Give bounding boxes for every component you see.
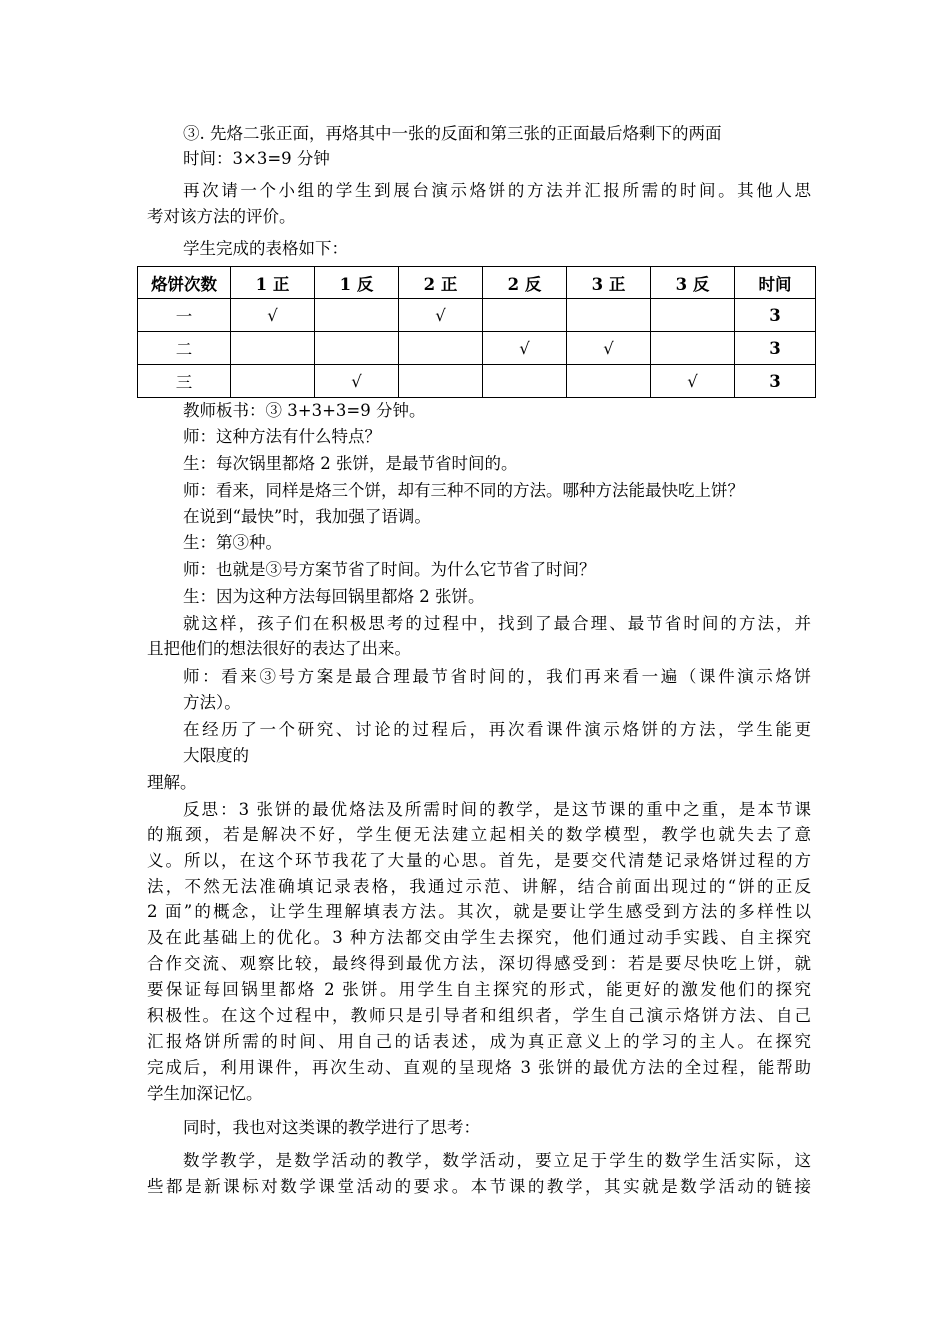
check-cell: [651, 332, 735, 365]
teacher-board: 教师板书：③ 3+3+3=9 分钟。: [183, 401, 426, 420]
row-label: 三: [138, 365, 231, 398]
header-cell: 3 正: [567, 267, 651, 299]
reflection-line: 完成后，利用课件，再次生动、直观的呈现烙 3 张饼的最优方法的全过程，能帮助: [147, 1058, 811, 1077]
table-row: [138, 365, 816, 398]
table-header-row: [138, 267, 816, 299]
check-cell: [231, 365, 315, 398]
thinking-line-1: 数学教学，是数学活动的教学，数学活动，要立足于学生的数学生活实际，这: [183, 1151, 811, 1170]
header-cell: 时间: [735, 267, 816, 299]
check-cell: √: [231, 299, 315, 332]
row-label: 一: [138, 299, 231, 332]
reflection-line: 合作交流、观察比较，最终得到最优方法，深切得感受到：若是要尽快吃上饼，就: [147, 954, 811, 973]
table-row: [138, 299, 816, 332]
thinking-line-2: 些都是新课标对数学课堂活动的要求。本节课的教学，其实就是数学活动的链接: [147, 1177, 811, 1196]
reflection-line: 法，不然无法准确填记录表格，我通过示范、讲解，结合前面出现过的“饼的正反: [147, 877, 811, 896]
summary-line-2: 且把他们的想法很好的表达了出来。: [147, 639, 411, 658]
check-cell: [483, 365, 567, 398]
after-line-3: 理解。: [147, 773, 197, 792]
method-3-time: 时间：3×3=9 分钟: [183, 149, 330, 168]
check-cell: [651, 299, 735, 332]
summary-line-1: 就这样，孩子们在积极思考的过程中，找到了最合理、最节省时间的方法，并: [183, 614, 811, 633]
header-cell: 1 反: [315, 267, 399, 299]
header-cell: 1 正: [231, 267, 315, 299]
table-row: [138, 332, 816, 365]
check-cell: [483, 299, 567, 332]
reflection-line: 反思：3 张饼的最优烙法及所需时间的教学，是这节课的重中之重，是本节课: [183, 800, 811, 819]
reflection-line: 积极性。在这个过程中，教师只是引导者和组织者，学生自己演示烙饼方法、自己: [147, 1006, 811, 1025]
tone-note: 在说到“最快”时，我加强了语调。: [183, 507, 431, 526]
check-cell: [567, 365, 651, 398]
thinking-intro: 同时，我也对这类课的教学进行了思考：: [183, 1118, 480, 1137]
row-label: 二: [138, 332, 231, 365]
time-cell: 3: [735, 332, 816, 365]
check-cell: √: [651, 365, 735, 398]
table-intro: 学生完成的表格如下：: [183, 239, 348, 258]
time-cell: 3: [735, 365, 816, 398]
header-cell: 3 反: [651, 267, 735, 299]
reflection-line: 的瓶颈，若是解决不好，学生便无法建立起相关的数学模型，教学也就失去了意: [147, 825, 811, 844]
teacher-question-1: 师：这种方法有什么特点？: [183, 427, 381, 446]
after-line-2: 大限度的: [183, 746, 249, 765]
check-cell: [399, 365, 483, 398]
check-cell: √: [315, 365, 399, 398]
method-3-description: ③. 先烙二张正面，再烙其中一张的反面和第三张的正面最后烙剩下的两面: [183, 124, 722, 143]
check-cell: [231, 332, 315, 365]
time-cell: 3: [735, 299, 816, 332]
header-cell: 烙饼次数: [138, 267, 231, 299]
student-answer-2: 生：第③种。: [183, 533, 282, 552]
invite-line-1: 再次请一个小组的学生到展台演示烙饼的方法并汇报所需的时间。其他人思: [183, 181, 811, 200]
demo-line-2: 方法）。: [183, 693, 241, 712]
header-cell: 2 正: [399, 267, 483, 299]
reflection-line: 要保证每回锅里都烙 2 张饼。用学生自主探究的形式，能更好的激发他们的探究: [147, 980, 811, 999]
check-cell: [399, 332, 483, 365]
check-cell: [567, 299, 651, 332]
pancake-table: [137, 266, 816, 398]
after-line-1: 在经历了一个研究、讨论的过程后，再次看课件演示烙饼的方法，学生能更: [183, 720, 811, 739]
reflection-line: 汇报烙饼所需的时间、用自己的话表述，成为真正意义上的学习的主人。在探究: [147, 1032, 811, 1051]
check-cell: [315, 332, 399, 365]
check-cell: √: [567, 332, 651, 365]
invite-line-2: 考对该方法的评价。: [147, 207, 296, 226]
check-cell: [315, 299, 399, 332]
reflection-line: 学生加深记忆。: [147, 1084, 263, 1103]
reflection-line: 2 面”的概念，让学生理解填表方法。其次，就是要让学生感受到方法的多样性以: [147, 902, 811, 921]
header-cell: 2 反: [483, 267, 567, 299]
student-answer-1: 生：每次锅里都烙 2 张饼，是最节省时间的。: [183, 454, 518, 473]
reflection-line: 义。所以，在这个环节我花了大量的心思。首先，是要交代清楚记录烙饼过程的方: [147, 851, 811, 870]
teacher-question-2: 师：看来，同样是烙三个饼，却有三种不同的方法。哪种方法能最快吃上饼？: [183, 481, 744, 500]
reflection-line: 及在此基础上的优化。3 种方法都交由学生去探究，他们通过动手实践、自主探究: [147, 928, 811, 947]
teacher-question-3: 师：也就是③号方案节省了时间。为什么它节省了时间？: [183, 560, 596, 579]
student-answer-3: 生：因为这种方法每回锅里都烙 2 张饼。: [183, 587, 485, 606]
check-cell: √: [483, 332, 567, 365]
check-cell: √: [399, 299, 483, 332]
demo-line-1: 师：看来③号方案是最合理最节省时间的，我们再来看一遍（课件演示烙饼: [183, 667, 811, 686]
